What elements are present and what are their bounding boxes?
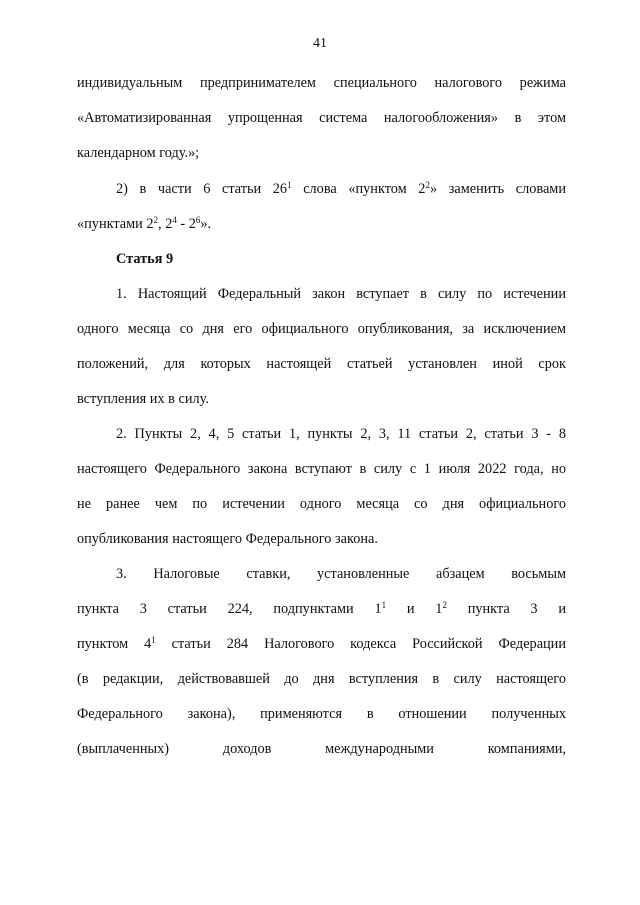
article-heading: Статья 9: [116, 251, 174, 267]
text-line: не ранее чем по истечении одного месяца со дня официального: [77, 496, 566, 512]
text-fragment: статьи 284 Налогового кодекса Российской Федерации: [155, 636, 566, 652]
text-line: 2. Пункты 2, 4, 5 статьи 1, пункты 2, 3, 11 статьи 2, статьи 3 - 8: [116, 426, 566, 442]
superscript: 1: [381, 600, 387, 610]
text-fragment: «пунктами 2: [77, 216, 154, 232]
text-line: [77, 214, 566, 234]
superscript: 6: [195, 215, 201, 225]
text-line: 3. Налоговые ставки, установленные абзацем восьмым: [116, 566, 566, 582]
page-number: 41: [313, 36, 327, 51]
superscript: 1: [287, 180, 292, 190]
text-line: [77, 599, 566, 619]
text-fragment: 2) в части 6 статьи 26: [116, 181, 288, 197]
text-line: (в редакции, действовавшей до дня вступления в силу настоящего: [77, 671, 566, 687]
text-fragment: пункта 3 статьи 224, подпунктами 1: [77, 601, 382, 617]
superscript: 1: [151, 635, 156, 645]
text-line: настоящего Федерального закона вступают в силу с 1 июля 2022 года, но: [77, 461, 566, 477]
text-fragment: пунктом 4: [77, 636, 152, 652]
text-fragment: и 1: [386, 601, 443, 617]
text-line: [116, 179, 566, 199]
text-line: 1. Настоящий Федеральный закон вступает в силу по истечении: [116, 286, 566, 302]
text-line: положений, для которых настоящей статьей установлен иной срок: [77, 356, 566, 372]
superscript: 2: [153, 215, 159, 225]
text-fragment: слова «пунктом 2: [291, 181, 426, 197]
text-fragment: - 2: [176, 216, 196, 232]
text-line: календарном году.»;: [77, 145, 200, 161]
text-line: одного месяца со дня его официального опубликования, за исключением: [77, 321, 566, 337]
text-line: индивидуальным предпринимателем специального налогового режима: [77, 75, 566, 91]
text-line: вступления их в силу.: [77, 391, 209, 407]
text-line: опубликования настоящего Федерального закона.: [77, 531, 378, 547]
text-line: [77, 634, 566, 654]
text-fragment: , 2: [158, 216, 173, 232]
superscript: 2: [425, 180, 430, 190]
text-fragment: пункта 3 и: [446, 601, 566, 617]
superscript: 2: [442, 600, 447, 610]
superscript: 4: [172, 215, 177, 225]
text-fragment: ».: [200, 216, 212, 232]
text-fragment: » заменить словами: [429, 181, 567, 197]
text-line: «Автоматизированная упрощенная система налогообложения» в этом: [77, 110, 566, 126]
text-line: (выплаченных) доходов международными компаниями,: [77, 741, 566, 757]
text-line: Федерального закона), применяются в отношении полученных: [77, 706, 566, 722]
